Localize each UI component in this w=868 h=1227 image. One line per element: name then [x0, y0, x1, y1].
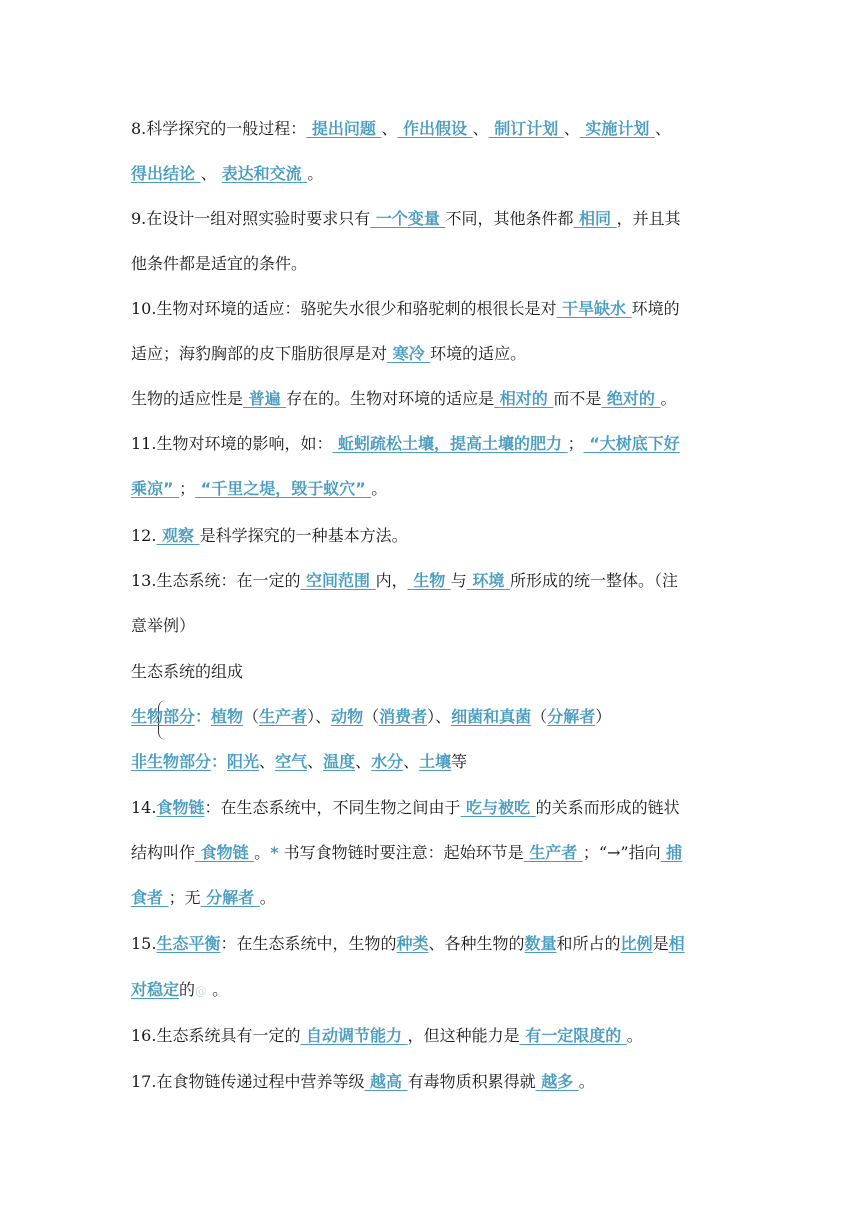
body-text: 、: [355, 752, 372, 771]
body-text: 意举例）: [131, 616, 196, 635]
body-text: 环境的适应。: [430, 344, 527, 363]
body-text: ）: [595, 707, 612, 726]
body-text: 环境的: [631, 299, 680, 318]
answer-blank: 消费者: [379, 707, 428, 726]
text-line-q10c: [131, 388, 741, 410]
body-text: 15.: [131, 934, 157, 953]
body-text: 12.: [131, 526, 157, 545]
answer-blank: 比例: [620, 934, 653, 953]
body-text: ；“→”指向: [582, 843, 661, 862]
answer-blank: 干旱缺水: [556, 299, 632, 318]
answer-blank: 生物: [407, 571, 451, 590]
answer-blank: 食物链: [195, 843, 255, 862]
body-text: 、: [200, 164, 222, 183]
text-line-q10a: [131, 298, 741, 320]
answer-blank: 分解者: [200, 888, 260, 907]
body-text: 、: [472, 119, 489, 138]
body-text: 他条件都是适宜的条件。: [131, 254, 308, 273]
answer-blank: 环境: [466, 571, 510, 590]
text-line-q17: [131, 1071, 741, 1093]
answer-blank: “大树底下好: [583, 434, 680, 453]
body-text: ；: [567, 434, 584, 453]
answer-blank: 相对的: [494, 389, 554, 408]
answer-blank: 生产者: [523, 843, 583, 862]
body-text: 生物的适应性是: [131, 389, 244, 408]
answer-blank: 生态平衡: [156, 934, 221, 953]
text-line-q11a: [131, 433, 741, 455]
text-line-q13a: [131, 570, 741, 592]
text-line-q13c: [131, 661, 741, 683]
body-text: ，但这种能力是: [407, 1026, 520, 1045]
answer-blank: 对稳定: [131, 980, 180, 999]
answer-blank: “千里之堤，毁于蚁穴”: [195, 479, 372, 498]
answer-blank: 表达和交流: [221, 164, 308, 183]
body-text: 。: [626, 1026, 643, 1045]
body-text: 的: [179, 980, 196, 999]
answer-blank: 越多: [535, 1072, 579, 1091]
body-text: 与: [450, 571, 467, 590]
body-text: 等: [451, 752, 468, 771]
text-line-q13e: [131, 751, 741, 773]
text-line-q14b: [131, 842, 741, 864]
answer-blank: 一个变量: [370, 209, 446, 228]
answer-blank: 分解者: [547, 707, 596, 726]
answer-blank: 空间范围: [300, 571, 376, 590]
body-text: 结构叫作: [131, 843, 196, 862]
text-line-q15b: [131, 979, 741, 1002]
body-text: 和所占的: [556, 934, 621, 953]
answer-blank: 相: [668, 934, 685, 953]
body-text: 、: [259, 752, 276, 771]
text-line-q14c: [131, 887, 741, 909]
body-text: 、: [381, 119, 398, 138]
answer-blank: 土壤: [419, 752, 452, 771]
body-text: 不同，其他条件都: [445, 209, 574, 228]
answer-blank: 空气: [275, 752, 308, 771]
body-text: 、各种生物的: [428, 934, 525, 953]
answer-blank: 提出问题: [306, 119, 382, 138]
answer-blank: 非生物部分: [131, 752, 212, 771]
text-line-q8a: [131, 118, 741, 140]
answer-blank: 食物链: [156, 798, 205, 817]
body-text: 9.在设计一组对照实验时要求只有: [131, 209, 371, 228]
answer-blank: 越高: [364, 1072, 408, 1091]
body-text: ）、: [427, 707, 452, 726]
body-text: 17.在食物链传递过程中营养等级: [131, 1072, 365, 1091]
body-text: 的关系而形成的链状: [535, 798, 680, 817]
body-text: ：在生态系统中，生物的: [220, 934, 397, 953]
answer-blank: 有一定限度的: [519, 1026, 627, 1045]
text-line-q13d: [131, 706, 741, 728]
body-text: 。: [371, 479, 388, 498]
body-text: 、: [307, 752, 324, 771]
text-line-q14a: [131, 797, 741, 819]
text-line-q11b: [131, 478, 741, 500]
body-text: 是科学探究的一种基本方法。: [199, 526, 408, 545]
text-line-q15a: [131, 933, 741, 955]
body-text: 书写食物链时要注意：起始环节是: [278, 843, 524, 862]
highlight-text: ：: [195, 707, 212, 726]
answer-blank: 吃与被吃: [460, 798, 536, 817]
body-text: （: [363, 707, 380, 726]
answer-blank: 生产者: [259, 707, 308, 726]
body-text: 是: [652, 934, 669, 953]
body-text: （: [531, 707, 548, 726]
text-line-q8b: [131, 163, 741, 185]
answer-blank: 数量: [524, 934, 557, 953]
answer-blank: 食者: [131, 888, 169, 907]
body-text: 。: [660, 389, 677, 408]
faint-mark: @: [195, 984, 208, 998]
body-text: 、: [563, 119, 580, 138]
body-text: 。: [578, 1072, 595, 1091]
answer-blank: 捕: [660, 843, 683, 862]
text-line-q10b: [131, 343, 741, 365]
highlight-text: ：: [211, 752, 228, 771]
body-text: ；无: [168, 888, 201, 907]
answer-blank: 作出假设: [397, 119, 473, 138]
body-text: 适应；海豹胸部的皮下脂肪很厚是对: [131, 344, 388, 363]
body-text: ，并且其: [616, 209, 681, 228]
answer-blank: 乘凉”: [131, 479, 180, 498]
body-text: ：在生态系统中，不同生物之间由于: [204, 798, 461, 817]
answer-blank: 种类: [396, 934, 429, 953]
answer-blank: 阳光: [227, 752, 260, 771]
body-text: 、: [654, 119, 671, 138]
answer-blank: 细菌和真菌: [451, 707, 532, 726]
answer-blank: 观察: [156, 526, 200, 545]
body-text: 8.科学探究的一般过程：: [131, 119, 307, 138]
answer-blank: 绝对的: [601, 389, 661, 408]
text-line-q12: [131, 525, 741, 547]
body-text: 。: [254, 843, 271, 862]
body-text: 13.生态系统：在一定的: [131, 571, 301, 590]
body-text: 10.生物对环境的适应：骆驼失水很少和骆驼刺的根很长是对: [131, 299, 557, 318]
text-line-q13b: [131, 615, 741, 637]
body-text: 14.: [131, 798, 157, 817]
body-text: 16.生态系统具有一定的: [131, 1026, 301, 1045]
body-text: （: [243, 707, 260, 726]
answer-blank: 普遍: [243, 389, 287, 408]
answer-blank: 得出结论: [131, 164, 201, 183]
text-line-q16: [131, 1025, 741, 1047]
text-line-q9a: [131, 208, 741, 230]
answer-blank: 动物: [331, 707, 364, 726]
body-text: 。: [207, 980, 229, 999]
answer-blank: 水分: [371, 752, 404, 771]
body-text: ）、: [307, 707, 332, 726]
body-text: 。: [259, 888, 276, 907]
answer-blank: 相同: [573, 209, 617, 228]
answer-blank: 制订计划: [488, 119, 564, 138]
answer-blank: 生物部分: [131, 707, 196, 726]
body-text: 有毒物质积累得就: [407, 1072, 536, 1091]
highlight-text: *: [270, 843, 279, 862]
body-text: 生态系统的组成: [131, 662, 244, 681]
body-text: ；: [179, 479, 196, 498]
body-text: 存在的。生物对环境的适应是: [286, 389, 495, 408]
body-text: 所形成的统一整体。（注: [509, 571, 678, 590]
answer-blank: 自动调节能力: [300, 1026, 408, 1045]
body-text: 。: [307, 164, 324, 183]
body-text: 11.生物对环境的影响，如：: [131, 434, 333, 453]
answer-blank: 植物: [211, 707, 244, 726]
answer-blank: 寒冷: [387, 344, 431, 363]
answer-blank: 蚯蚓疏松土壤，提高土壤的肥力: [332, 434, 568, 453]
body-text: 而不是: [553, 389, 602, 408]
body-text: 内，: [375, 571, 408, 590]
text-line-q9b: [131, 253, 741, 275]
answer-blank: 实施计划: [579, 119, 655, 138]
body-text: 、: [403, 752, 420, 771]
answer-blank: 温度: [323, 752, 356, 771]
